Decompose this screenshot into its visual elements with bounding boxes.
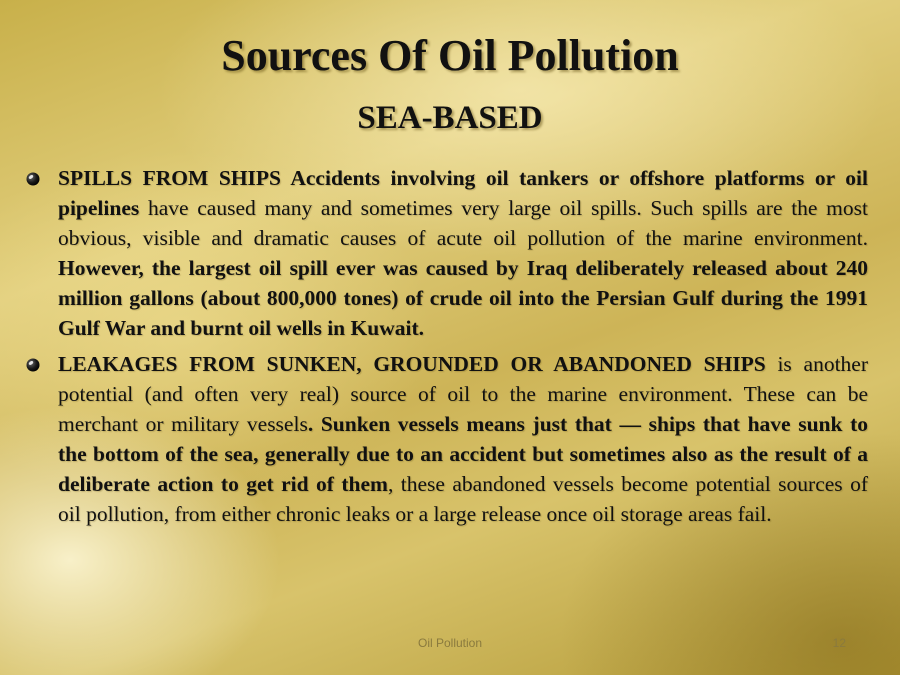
text-regular: is another potential (and often very real) source of oil to the marine environment. These can be merchant or military vessels [58,352,868,436]
slide-title: Sources Of Oil Pollution [221,31,679,80]
text-bold: LEAKAGES FROM SUNKEN, GROUNDED OR ABANDONED SHIPS [58,352,766,376]
bullet-list [58,163,868,529]
text-bold: However, the largest oil spill ever was caused by Iraq deliberately released about 240 million gallons (about 800,000 tones) of crude oil into the Persian Gulf during the 1991 Gulf War and burnt oil wells in Kuwait. [58,256,868,340]
sphere-bullet-icon [24,169,42,187]
slide-subtitle: SEA-BASED [357,100,543,136]
footer-text: Oil Pollution [417,636,483,650]
bullet-text-1 [58,166,868,340]
text-bold: . Sunken vessels means just that — ships that have sunk to the bottom of the sea, generally due to an accident but sometimes also as the result of a deliberate action to get rid of them [58,412,869,496]
text-bold: SPILLS FROM SHIPS Accidents involving oil tankers or offshore platforms or oil pipelines [58,166,868,220]
text-regular: , these abandoned vessels become potential sources of oil pollution, from either chronic leaks or a large release once oil storage areas fail. [58,472,868,526]
text-regular: have caused many and sometimes very large oil spills. Such spills are the most obvious, visible and dramatic causes of acute oil pollution of the marine environment. [58,196,868,250]
bullet-item-leakages-from-sunken-ships [58,349,868,529]
sphere-bullet-icon [24,355,42,373]
bullet-text-2 [58,352,868,526]
page-number: 12 [832,636,846,650]
bullet-item-spills-from-ships [58,163,868,343]
